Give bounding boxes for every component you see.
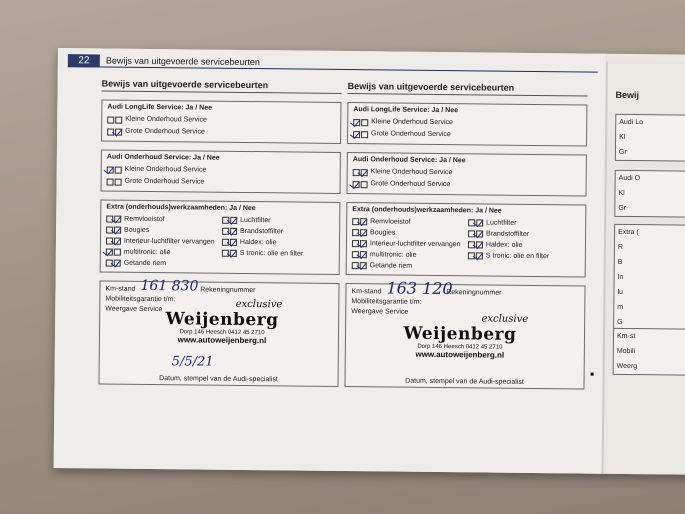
peek-box xyxy=(615,114,685,162)
option-label: multitronic: olie xyxy=(123,248,171,257)
option-row xyxy=(352,250,464,260)
checkbox-checked xyxy=(353,131,360,138)
display-label: Weergave Service xyxy=(105,305,163,314)
peek-line: B xyxy=(617,258,623,266)
extra-grid xyxy=(106,214,335,271)
checkbox-checked xyxy=(360,240,367,247)
checkbox xyxy=(107,178,114,185)
option-label: Kleine Onderhoud Service xyxy=(125,115,207,124)
extra-box xyxy=(346,202,587,278)
checkbox-checked xyxy=(360,218,367,225)
checkbox-checked xyxy=(360,251,367,258)
stamp-web: www.autoweijenberg.nl xyxy=(415,349,505,360)
checkbox-checked xyxy=(114,227,121,234)
option-label: Interieur-luchtfilter vervangen xyxy=(123,237,215,246)
km-label: Km-stand xyxy=(105,285,136,293)
onderhoud-heading: Audi Onderhoud Service: Ja / Nee xyxy=(352,156,466,165)
peek-line: Km-st xyxy=(616,332,636,341)
stamp-exclusive: exclusive xyxy=(235,298,283,311)
extra-box xyxy=(100,199,341,275)
option-label: Bougies xyxy=(369,229,396,237)
longlife-heading: Audi LongLife Service: Ja / Nee xyxy=(107,103,213,112)
handwritten-km: 163 120 xyxy=(386,278,453,299)
peek-line: Kl xyxy=(618,189,625,197)
service-record-1 xyxy=(98,78,341,386)
checkbox xyxy=(115,166,122,173)
option-label: Kleine Onderhoud Service xyxy=(371,118,453,127)
option-label: Grote Onderhoud Service xyxy=(125,127,205,136)
option-row xyxy=(222,216,334,226)
checkbox xyxy=(114,249,121,256)
service-record-2 xyxy=(344,81,587,389)
peek-line: Weerg xyxy=(616,362,638,371)
stamp-footer: Datum, stempel van de Audi-specialist xyxy=(405,377,524,386)
onderhoud-box xyxy=(346,152,586,197)
checkbox-checked xyxy=(476,219,483,226)
checkbox-checked xyxy=(230,239,237,246)
page-number: 22 xyxy=(68,54,100,67)
extra-grid xyxy=(352,216,581,273)
peek-line: Gr xyxy=(618,148,627,156)
option-row xyxy=(222,227,334,237)
guarantee-label: Mobiliteitsgarantie t/m: xyxy=(105,295,176,304)
checkbox-checked xyxy=(115,128,122,135)
checkbox xyxy=(361,119,368,126)
option-row xyxy=(106,259,218,269)
checkbox-checked xyxy=(230,250,237,257)
longlife-box xyxy=(347,102,587,147)
option-row xyxy=(106,248,218,258)
account-label: Rekeningnummer xyxy=(446,289,502,297)
option-row xyxy=(106,237,218,247)
option-row xyxy=(468,240,580,250)
stamp-address: Dorp 146 Heesch 0412 45 2710 xyxy=(417,343,503,351)
option-label: Grote Onderhoud Service xyxy=(124,177,205,186)
option-label: Remvloeistof xyxy=(370,218,411,226)
corner-mark xyxy=(591,373,594,376)
checkbox xyxy=(115,116,122,123)
option-row xyxy=(353,128,581,142)
extra-heading: Extra (onderhouds)werkzaamheden: Ja / Nee xyxy=(106,203,256,213)
option-label: Getande riem xyxy=(369,262,413,270)
option-label: Grote Onderhoud Service xyxy=(371,130,451,139)
checkbox-checked xyxy=(353,181,360,188)
checkbox-checked xyxy=(107,166,114,173)
longlife-heading: Audi LongLife Service: Ja / Nee xyxy=(353,106,459,115)
stamp-box xyxy=(98,277,339,387)
dealer-stamp xyxy=(162,298,282,345)
stamp-footer: Datum, stempel van de Audi-specialist xyxy=(159,375,278,384)
stamp-box xyxy=(344,278,585,390)
stamp-brand: Weijenberg xyxy=(403,323,517,345)
stamp-address: Dorp 146 Heesch 0412 45 2710 xyxy=(179,329,265,337)
option-label: Getande riem xyxy=(123,259,167,268)
option-label: Kleine Onderhoud Service xyxy=(124,165,207,174)
checkbox-checked xyxy=(360,262,367,269)
peek-line: Gr xyxy=(618,204,627,212)
option-label: Haldex: olie xyxy=(485,241,523,249)
handwritten-date: 5/5/21 xyxy=(171,354,214,370)
option-label: Grote Onderhoud Service xyxy=(370,180,451,189)
option-label: multitronic: olie xyxy=(369,251,417,259)
option-label: Luchtfilter xyxy=(486,219,517,227)
onderhoud-heading: Audi Onderhoud Service: Ja / Nee xyxy=(106,153,220,162)
stamp-web: www.autoweijenberg.nl xyxy=(177,335,267,346)
option-row xyxy=(106,215,218,225)
checkbox-checked xyxy=(476,241,483,248)
checkbox-checked xyxy=(230,228,237,235)
checkbox-checked xyxy=(114,238,121,245)
option-row xyxy=(352,261,464,271)
record-title: Bewijs van uitgevoerde servicebeurten xyxy=(348,81,588,97)
option-label: S tronic: olie en filter xyxy=(485,252,550,261)
checkbox xyxy=(361,131,368,138)
option-row xyxy=(468,218,580,228)
checkbox xyxy=(361,181,368,188)
peek-line: Mobili xyxy=(616,347,636,356)
checkbox xyxy=(115,178,122,185)
option-row xyxy=(107,126,335,140)
option-label: Bougies xyxy=(124,226,150,234)
option-label: Haldex: olie xyxy=(239,238,277,247)
peek-line: R xyxy=(617,243,624,251)
next-page xyxy=(602,62,685,475)
stamp-exclusive: exclusive xyxy=(481,313,529,325)
option-row xyxy=(222,249,334,259)
option-row xyxy=(468,229,580,239)
option-row xyxy=(352,228,464,238)
option-label: Brandstoffilter xyxy=(240,227,284,236)
checkbox-checked xyxy=(353,119,360,126)
option-row xyxy=(222,238,334,248)
guarantee-label: Mobiliteitsgarantie t/m: xyxy=(351,298,422,306)
peek-line: Kl xyxy=(619,133,626,141)
option-label: Kleine Onderhoud Service xyxy=(370,168,453,177)
checkbox-checked xyxy=(360,229,367,236)
checkbox-checked xyxy=(114,216,121,223)
peek-box xyxy=(613,328,685,376)
stamp-brand: Weijenberg xyxy=(165,309,279,331)
display-label: Weergave Service xyxy=(351,308,409,316)
peek-line: m xyxy=(617,303,624,311)
extra-heading: Extra (onderhouds)werkzaamheden: Ja / Nee xyxy=(352,206,502,215)
checkbox-checked xyxy=(476,230,483,237)
option-row xyxy=(107,176,335,190)
option-row xyxy=(352,239,464,249)
peek-line: Audi Lo xyxy=(619,118,644,127)
longlife-box xyxy=(101,99,341,144)
option-label: S tronic: olie en filter xyxy=(239,249,304,258)
peek-line: In xyxy=(617,273,624,281)
option-row xyxy=(468,251,580,261)
onderhoud-box xyxy=(101,149,341,194)
option-label: Interieur-luchtfilter vervangen xyxy=(369,240,461,249)
option-row xyxy=(352,217,464,227)
peek-line: lu xyxy=(617,288,623,296)
checkbox-checked xyxy=(476,252,483,259)
peek-title: Bewij xyxy=(615,89,640,101)
left-page xyxy=(54,48,606,474)
km-label: Km-stand xyxy=(351,288,382,296)
peek-line: G xyxy=(617,318,623,326)
option-row xyxy=(353,178,581,192)
option-label: Brandstoffilter xyxy=(485,230,530,238)
option-label: Remvloeistof xyxy=(124,215,165,224)
option-row xyxy=(106,226,218,236)
peek-line: Extra ( xyxy=(618,228,639,237)
checkbox-checked xyxy=(114,260,121,267)
account-label: Rekeningnummer xyxy=(200,286,256,295)
handwritten-km: 161 830 xyxy=(140,277,199,295)
dealer-stamp xyxy=(392,313,528,360)
peek-line: Audi O xyxy=(618,174,641,183)
checkbox xyxy=(107,116,114,123)
checkbox-checked xyxy=(361,169,368,176)
service-booklet xyxy=(54,48,685,475)
running-title: Bewijs van uitgevoerde servicebeurten xyxy=(105,55,261,68)
checkbox-checked xyxy=(230,217,237,224)
checkbox-checked xyxy=(106,249,113,256)
peek-box xyxy=(614,170,685,218)
record-title: Bewijs van uitgevoerde servicebeurten xyxy=(102,78,342,94)
peek-box xyxy=(613,224,685,332)
option-label: Luchtfilter xyxy=(240,216,271,225)
